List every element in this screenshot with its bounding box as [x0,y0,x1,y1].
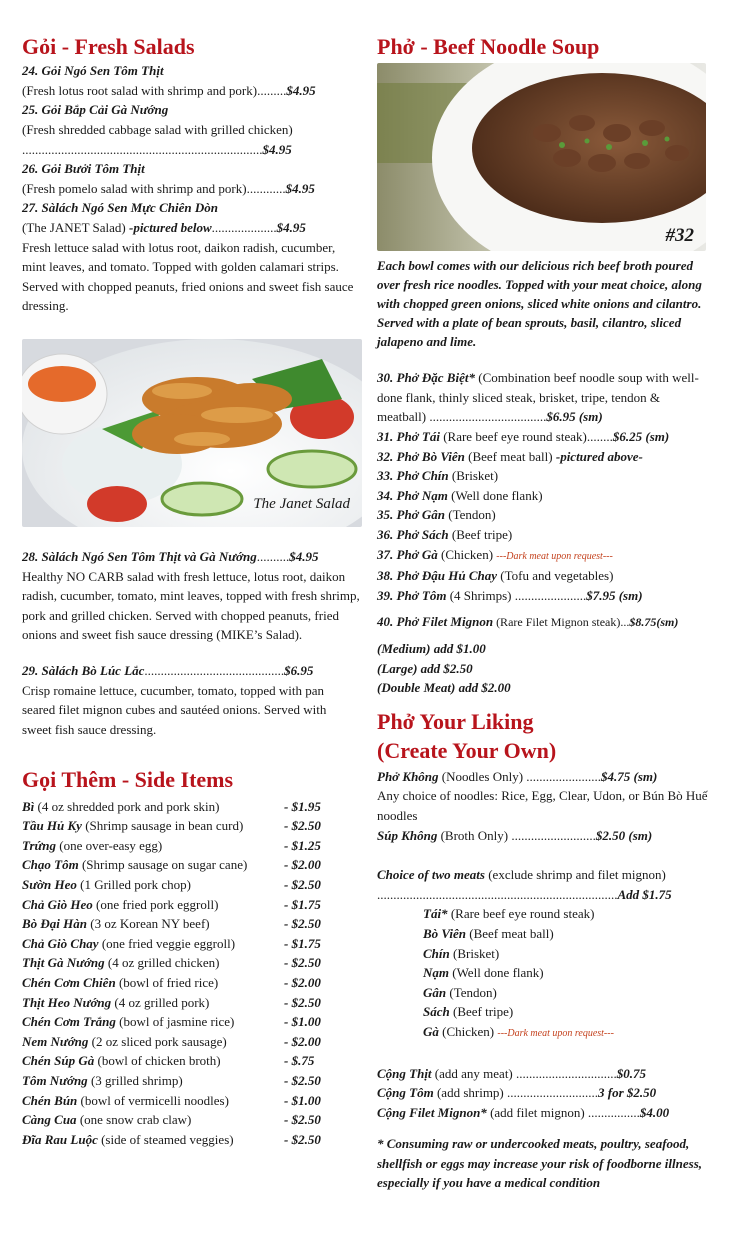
addon-name: Cộng Filet Mignon* [377,1104,487,1120]
side-item-price: - $2.00 [284,857,321,873]
side-item-row [22,914,360,934]
side-item-row [22,816,360,836]
pho-item-row [377,486,714,506]
meat-option-desc: (Well done flank) [449,965,544,981]
side-item-desc: (3 oz Korean NY beef) [87,916,210,932]
side-item-row [22,875,360,895]
side-item-name: Tầu Hủ Ky [22,818,82,834]
pho-item-desc: (Chicken) [437,546,497,562]
pho-item-name: Phở Gà [396,546,438,562]
side-item-name: Chén Cơm Chiên [22,975,116,990]
addon-name: Cộng Thịt [377,1065,432,1081]
pho-item-row [377,447,714,467]
meat-option-name: Gà [423,1023,439,1039]
size-double: (Double Meat) add $2.00 [377,680,511,696]
pho-item-num: 38. [377,568,394,584]
side-item-desc: (4 oz grilled pork) [111,994,210,1010]
side-item-price: - $2.50 [284,1131,321,1147]
side-item-row [22,855,360,875]
pho-bowl-image [377,63,706,251]
side-item-name: Bì [22,798,35,814]
pho-item-num: 36. [377,527,394,543]
side-item-row [22,1091,360,1111]
pho-item-price: $6.25 (sm) [612,429,670,445]
food-safety-warning: * Consuming raw or undercooked meats, poultry, seafood, shellfish or eggs may increase your risk of foodborne illness, especially if you have a medical condition [377,1136,703,1191]
salad-29-body: Crisp romaine lettuce, cucumber, tomato, topped with pan seared filet mignon cubes and sautéed onions. Served with sweet fish sauce dressing. [22,682,327,737]
pho-item-name: Phở Tái [396,429,440,445]
pho-heading: Phở - Beef Noodle Soup [377,34,600,59]
pho-item-desc: (Brisket) [448,468,499,484]
salad-27-body: Fresh lettuce salad with lotus root, daikon radish, cucumber, mint leaves, and tomato. Topped with golden calamari strips. Served with chopped peanuts, fried onions and sweet fish sauce dressing. [22,239,354,314]
pho-item-num: 33. [377,468,394,484]
liking-list [377,767,714,1193]
addon-row [377,1083,714,1103]
meat-option-desc: (Tendon) [446,984,497,1000]
side-item-desc: (one snow crab claw) [76,1112,192,1128]
pho-item-desc: (Beef tripe) [448,527,513,543]
pho-item-name: Phở Tôm [396,587,447,603]
pho-item-desc: (Well done flank) [447,487,543,503]
pho-item-note: -pictured above- [552,448,643,464]
side-item-desc: (Shrimp sausage on sugar cane) [78,857,248,873]
side-item-name: Tôm Nướng [22,1072,88,1088]
liking-heading [377,707,714,765]
pho-photo-caption: #32 [665,225,694,247]
salads-heading: Gỏi - Fresh Salads [22,34,195,59]
left-column [22,0,360,1149]
side-item-name: Chén Cơm Trắng [22,1014,116,1030]
side-item-name: Chén Súp Gà [22,1053,95,1069]
pho-list [377,368,714,698]
side-item-price: - $2.50 [284,955,321,971]
side-item-text [22,1071,284,1091]
side-item-text [22,1012,284,1032]
salad-24-name: 24. Gỏi Ngó Sen Tôm Thịt [22,63,164,79]
side-item-row [22,1130,360,1150]
meat-option-desc: (Rare beef eye round steak) [447,906,595,922]
side-item-text [22,816,284,836]
side-item-price: - $2.50 [284,1072,321,1088]
side-item-price: - $2.00 [284,975,321,990]
side-item-row [22,1012,360,1032]
side-item-text [22,1110,284,1130]
meat-option-row [377,1022,714,1044]
right-column [377,0,714,1193]
side-item-desc: (3 grilled shrimp) [87,1072,183,1088]
pho-item-name: Phở Nạm [396,487,448,503]
side-item-name: Chả Giò Chay [22,935,99,951]
side-item-row [22,1032,360,1052]
salad-24-line: (Fresh lotus root salad with shrimp and pork).........$4.95 [22,82,316,98]
pho-item-num: 39. [377,587,394,603]
addon-desc: (add any meat) [431,1065,517,1081]
meat-option-row [377,1002,714,1022]
pho-intro: Each bowl comes with our delicious rich beef broth poured over fresh rice noodles. Topped with your meat choice, along with chopped green onions, sliced white onions and cilantro. Served with a plate of bean sprouts, basil, cilantro, sliced jalapeno and lime. [377,258,702,350]
side-item-name: Bò Đại Hàn [22,916,88,932]
salad-26-name: 26. Gỏi Bưởi Tôm Thịt [22,161,145,177]
meat-option-desc: (Beef meat ball) [466,925,554,941]
side-item-desc: (side of steamed veggies) [97,1131,234,1147]
meat-option-name: Bò Viên [423,925,466,941]
side-item-row [22,993,360,1013]
side-item-price: - $2.50 [284,877,321,893]
side-item-text [22,1051,284,1071]
meat-option-name: Nạm [423,965,449,981]
side-item-text [22,993,284,1013]
pho-item-desc: (Beef meat ball) [464,448,553,464]
meat-option-red-note: ---Dark meat upon request--- [497,1027,614,1039]
pho-photo [377,63,706,251]
pho-item-price: $7.95 (sm) [586,587,643,603]
side-item-text [22,934,284,954]
janet-salad-photo [22,339,362,527]
addon-price: $4.00 [639,1104,670,1120]
pho-item-name: Phở Sách [396,527,449,543]
salad-25-price-line: ..........................................................................$4.95 [22,141,292,157]
side-item-name: Chả Giò Heo [22,896,93,912]
side-item-row [22,895,360,915]
side-item-desc: (1 Grilled pork chop) [76,877,191,893]
side-item-name: Nem Nướng [22,1033,89,1049]
pho-item-num: 34. [377,487,394,503]
side-item-price: - $1.95 [284,798,321,814]
side-item-text [22,1032,284,1052]
pho-item-desc: (4 Shrimps) [446,587,515,603]
addon-row [377,1064,714,1084]
meat-option-row [377,924,714,944]
addons-list [377,1064,714,1123]
salads-list [22,61,360,316]
pho-item-num: 32. [377,448,394,464]
liking-title: Phở Your Liking [377,708,534,734]
side-item-text [22,1091,284,1111]
side-item-text [22,953,284,973]
side-item-text [22,1130,284,1150]
side-item-row [22,934,360,954]
salads-list-2 [22,547,360,739]
meat-option-desc: (Brisket) [449,945,500,961]
side-item-desc: (one over-easy egg) [56,837,163,853]
side-item-name: Chén Bún [22,1092,78,1108]
side-item-name: Trứng [22,837,57,853]
pho-item-row [377,566,714,586]
meat-option-row [377,963,714,983]
meat-option-desc: (Beef tripe) [449,1004,514,1020]
pho-item-dots: ........ [586,429,613,445]
pho-item-desc: (Rare beef eye round steak) [439,429,587,445]
pho-item-desc: (Tendon) [445,507,496,523]
side-item-text [22,875,284,895]
addon-dots: ............................ [507,1085,599,1101]
pho-item-name: Phở Bò Viên [396,448,465,464]
side-item-row [22,797,360,817]
size-large: (Large) add $2.50 [377,660,473,676]
pho-40: 40. Phở Filet Mignon (Rare Filet Mignon steak)...$8.75(sm) [377,614,679,630]
sides-list [22,797,360,1150]
addon-dots: ............................... [516,1065,617,1081]
side-item-row [22,1051,360,1071]
side-item-desc: (bowl of chicken broth) [94,1053,221,1069]
side-item-name: Thịt Heo Nướng [22,994,112,1010]
pho-item-row [377,525,714,545]
salad-29-line: 29. Sàlách Bò Lúc Lắc...........................................$6.95 [22,662,314,678]
side-item-desc: (bowl of jasmine rice) [115,1014,235,1030]
pho-item-num: 31. [377,429,394,445]
pho-items [377,427,714,605]
pho-item-row [377,586,714,606]
side-item-price: - $1.75 [284,896,321,912]
side-item-price: - $.75 [284,1053,315,1069]
choice-price-line: ..........................................................................Add $1.75 [377,886,672,902]
side-item-price: - $2.50 [284,994,321,1010]
pho-item-name: Phở Gân [396,507,446,523]
side-item-name: Chạo Tôm [22,857,79,873]
salad-27-line: (The JANET Salad) -pictured below....................$4.95 [22,220,306,236]
side-item-row [22,836,360,856]
meat-option-desc: (Chicken) [438,1023,498,1039]
salad-27-name: 27. Sàlách Ngó Sen Mực Chiên Dòn [22,200,218,216]
side-item-text [22,797,284,817]
side-item-name: Đĩa Rau Luộc [22,1131,98,1147]
sides-heading: Gọi Thêm - Side Items [22,767,234,793]
side-item-row [22,1071,360,1091]
side-item-row [22,953,360,973]
side-item-desc: (Shrimp sausage in bean curd) [81,818,244,834]
janet-salad-caption: The Janet Salad [253,496,350,513]
sup-khong: Súp Không (Broth Only) ..........................$2.50 (sm) [377,827,653,843]
side-item-row [22,1110,360,1130]
side-item-text [22,855,284,875]
salad-28-body: Healthy NO CARB salad with fresh lettuce, lotus root, daikon radish, cucumber, tomato, mint leaves, topped with fresh shrimp, pork and grilled chicken. Served with chopped peanuts, fried onions and sweet fish sauce dressing (MIKE’s Salad). [22,568,360,643]
side-item-desc: (4 oz shredded pork and pork skin) [34,798,220,814]
meats-list [377,904,714,1043]
size-medium: (Medium) add $1.00 [377,641,486,657]
side-item-desc: (one fried pork eggroll) [92,896,219,912]
pho-item-row [377,427,714,447]
meat-option-name: Tái* [423,906,448,922]
salad-28-line: 28. Sàlách Ngó Sen Tôm Thịt và Gà Nướng..........$4.95 [22,549,319,565]
pho-item-red-note: ---Dark meat upon request--- [496,550,613,562]
pho-item-row [377,505,714,525]
pho-item-desc: (Tofu and vegetables) [497,568,614,584]
pho-item-num: 37. [377,546,394,562]
pho-sizes [377,639,714,698]
side-item-price: - $1.75 [284,935,321,951]
addon-desc: (add shrimp) [433,1085,508,1101]
choice-two-meats: Choice of two meats (exclude shrimp and filet mignon) [377,867,666,883]
noodle-choices: Any choice of noodles: Rice, Egg, Clear, Udon, or Bún Bò Huế noodles [377,788,708,823]
pho-item-name: Phở Chín [396,468,449,484]
side-item-price: - $2.50 [284,1112,321,1128]
salad-25-desc: (Fresh shredded cabbage salad with grilled chicken) [22,122,293,138]
addon-row [377,1103,714,1123]
side-item-desc: (bowl of fried rice) [115,975,219,990]
meat-option-row [377,983,714,1003]
side-item-name: Sườn Heo [22,877,77,893]
side-item-price: - $1.00 [284,1092,321,1108]
addon-desc: (add filet mignon) [486,1104,588,1120]
side-item-desc: (bowl of vermicelli noodles) [77,1092,229,1108]
pho-item-row [377,545,714,567]
side-item-desc: (4 oz grilled chicken) [104,955,220,971]
side-item-desc: (one fried veggie eggroll) [98,935,236,951]
side-item-text [22,836,284,856]
side-item-desc: (2 oz sliced pork sausage) [88,1033,227,1049]
meat-option-name: Chín [423,945,450,961]
side-item-text [22,895,284,915]
side-item-price: - $2.50 [284,818,321,834]
pho-item-num: 35. [377,507,394,523]
pho-item-row [377,466,714,486]
side-item-price: - $2.00 [284,1033,321,1049]
side-item-price: - $1.25 [284,837,321,853]
side-item-text [22,973,284,993]
salad-26-line: (Fresh pomelo salad with shrimp and pork)............$4.95 [22,180,315,196]
side-item-name: Càng Cua [22,1112,77,1128]
pho-item-dots: ...................... [514,587,587,603]
salad-25-name: 25. Gỏi Bắp Cải Gà Nướng [22,102,169,118]
meat-option-name: Sách [423,1004,450,1020]
pho-khong: Phở Không (Noodles Only) .......................$4.75 (sm) [377,768,658,784]
pho-30: 30. Phở Đặc Biệt* (Combination beef noodle soup with well-done flank, thinly sliced steak, brisket, tripe, tendon & meatball) ....................................$6.95 (sm) [377,370,699,425]
addon-price: $0.75 [616,1065,647,1081]
meat-option-row [377,944,714,964]
meat-option-name: Gân [423,984,447,1000]
side-item-text [22,914,284,934]
liking-subtitle: (Create Your Own) [377,737,557,763]
side-item-row [22,973,360,993]
addon-dots: ................ [587,1104,640,1120]
side-item-price: - $2.50 [284,916,321,932]
pho-item-name: Phở Đậu Hủ Chay [396,568,498,584]
side-item-price: - $1.00 [284,1014,321,1030]
addon-name: Cộng Tôm [377,1085,434,1101]
addon-price: 3 for $2.50 [598,1085,657,1101]
side-item-name: Thịt Gà Nướng [22,955,105,971]
meat-option-row [377,904,714,924]
